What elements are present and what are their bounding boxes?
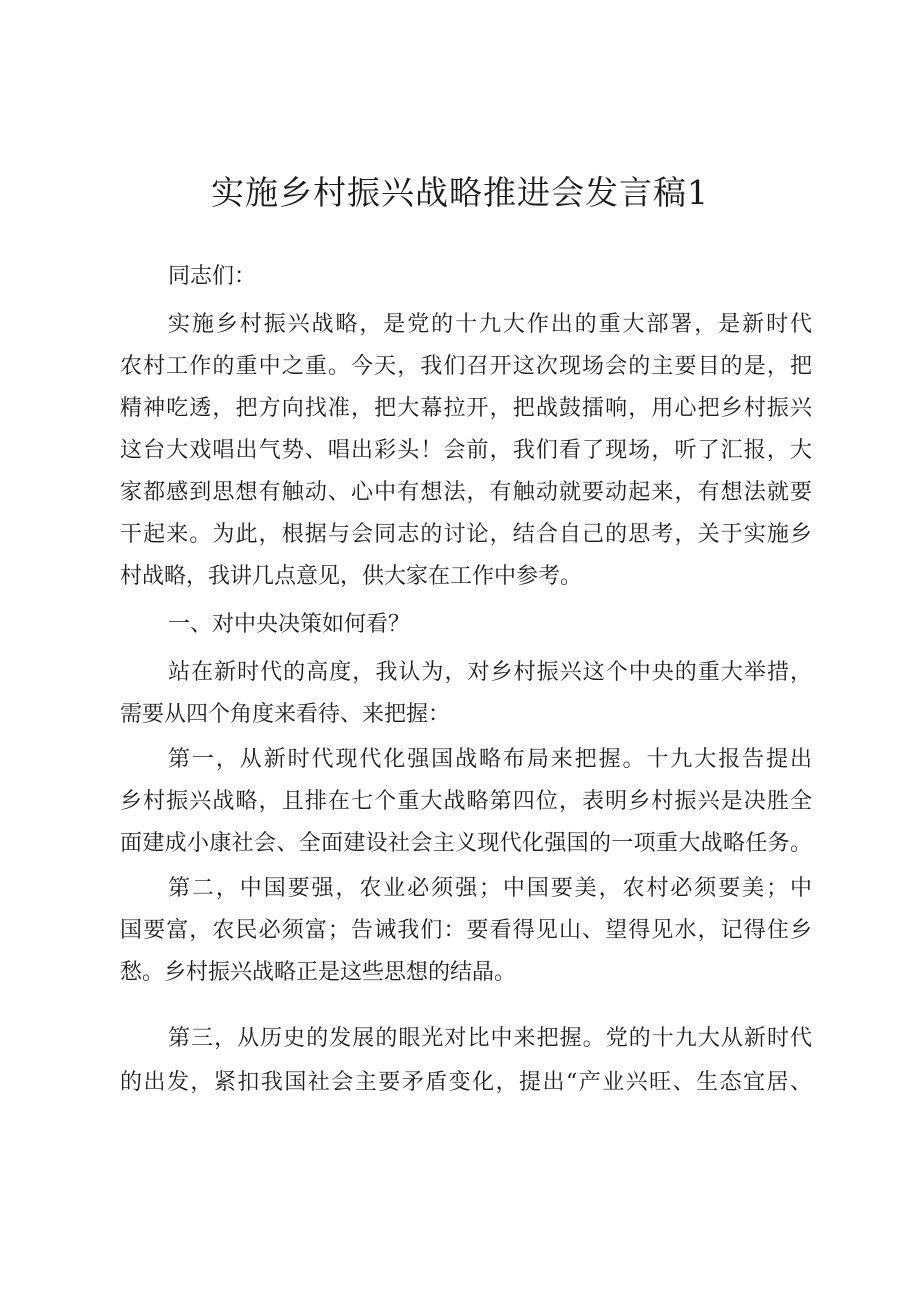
- paragraph-6-line-2: 的出发，紧扣我国社会主要矛盾变化，提出“产业兴旺、生态宜居、: [120, 1070, 812, 1095]
- document-title: 实施乡村振兴战略推进会发言稿1: [211, 173, 709, 212]
- paragraph-3-line-1: 站在新时代的高度，我认为，对乡村振兴这个中央的重大举措，: [168, 660, 812, 685]
- paragraph-1-line-1: 实施乡村振兴战略，是党的十九大作出的重大部署，是新时代: [168, 312, 812, 337]
- paragraph-1-line-4: 这台大戏唱出气势、唱出彩头！会前，我们看了现场，听了汇报，大: [120, 438, 812, 463]
- paragraph-1-line-7: 村战略，我讲几点意见，供大家在工作中参考。: [120, 564, 583, 589]
- paragraph-5-line-1: 第二，中国要强，农业必须强；中国要美，农村必须要美；中: [168, 876, 812, 901]
- greeting: 同志们：: [168, 264, 257, 289]
- paragraph-4-line-3: 面建成小康社会、全面建设社会主义现代化强国的一项重大战略任务。: [120, 831, 812, 856]
- paragraph-1-line-2: 农村工作的重中之重。今天，我们召开这次现场会的主要目的是，把: [120, 354, 812, 379]
- paragraph-1-line-6: 干起来。为此，根据与会同志的讨论，结合自己的思考，关于实施乡: [120, 522, 812, 547]
- paragraph-4-line-2: 乡村振兴战略，且排在七个重大战略第四位，表明乡村振兴是决胜全: [120, 789, 812, 814]
- paragraph-4-line-1: 第一，从新时代现代化强国战略布局来把握。十九大报告提出: [168, 747, 812, 772]
- section-heading-1: 一、对中央决策如何看？: [168, 612, 411, 637]
- paragraph-3-line-2: 需要从四个角度来看待、来把握：: [120, 702, 451, 727]
- paragraph-6-line-1: 第三，从历史的发展的眼光对比中来把握。党的十九大从新时代: [168, 1026, 812, 1051]
- paragraph-5-line-2: 国要富，农民必须富；告诫我们：要看得见山、望得见水，记得住乡: [120, 918, 812, 943]
- paragraph-1-line-5: 家都感到思想有触动、心中有想法，有触动就要动起来，有想法就要: [120, 480, 812, 505]
- paragraph-5-line-3: 愁。乡村振兴战略正是这些思想的结晶。: [120, 960, 517, 985]
- paragraph-1-line-3: 精神吃透，把方向找准，把大幕拉开，把战鼓擂响，用心把乡村振兴: [120, 396, 812, 421]
